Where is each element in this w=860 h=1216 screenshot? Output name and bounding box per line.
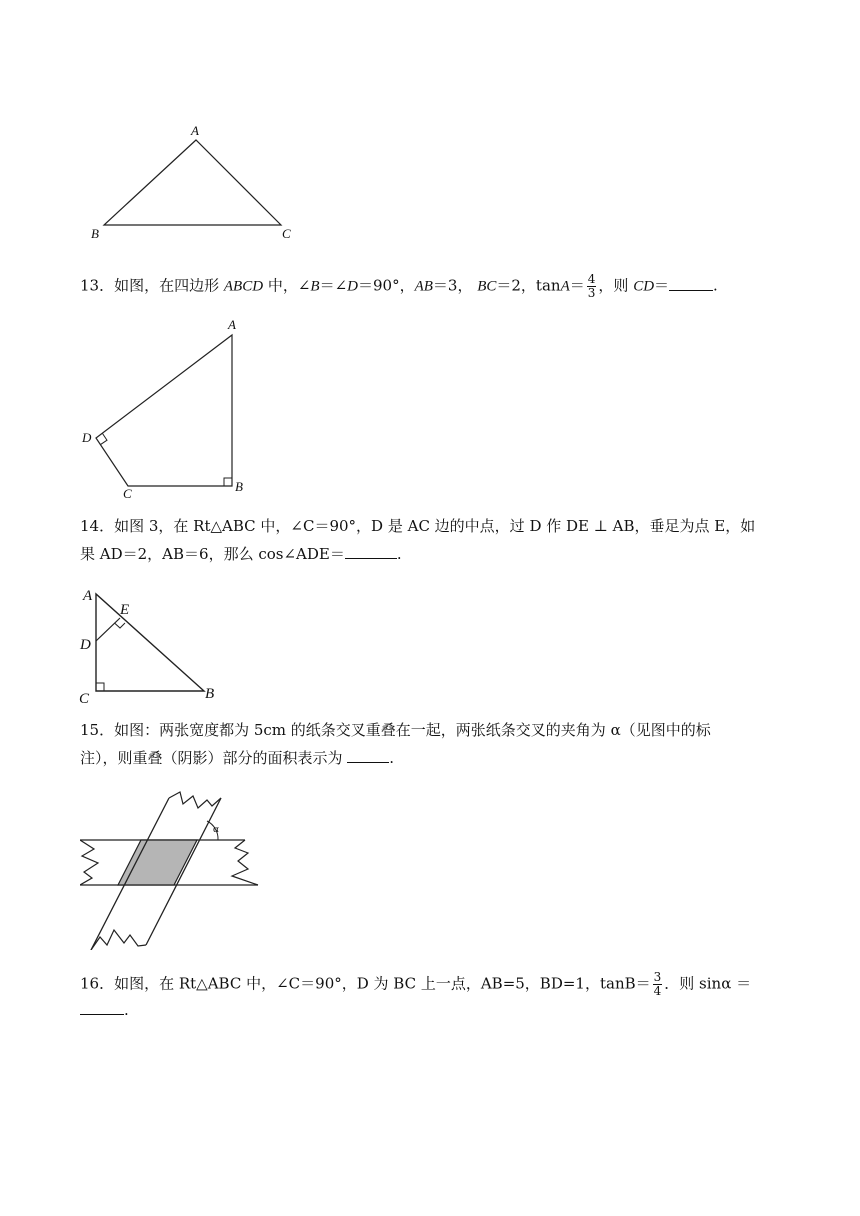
var: B xyxy=(310,278,320,295)
label-c: C xyxy=(79,691,90,707)
text: ＝ xyxy=(654,276,670,295)
denominator: 3 xyxy=(587,286,596,300)
text: 如图，在 Rt△ABC 中，∠C＝90°，D 为 BC 上一点，AB=5，BD=1，tanB＝ xyxy=(114,974,651,993)
overlap-shaded-region xyxy=(118,840,197,885)
fraction xyxy=(587,273,597,300)
horizontal-strip-left-torn-edge xyxy=(80,840,98,885)
label-a: A xyxy=(228,317,236,332)
right-angle-b xyxy=(224,478,232,486)
right-angle-c xyxy=(96,683,104,691)
label-c: C xyxy=(123,486,132,500)
paper-strips-figure-15 xyxy=(80,790,270,950)
fraction xyxy=(653,971,663,998)
label-a: A xyxy=(191,123,199,138)
var: BC xyxy=(477,278,497,295)
text: 果 AD＝2，AB＝6，那么 cos∠ADE＝ xyxy=(80,545,345,563)
label-d: D xyxy=(80,637,91,653)
question-15 xyxy=(80,718,790,770)
text: 如图：两张宽度都为 5cm 的纸条交叉重叠在一起，两张纸条交叉的夹角为 α（见图中的标 xyxy=(114,721,711,739)
text: 如图，在四边形 xyxy=(114,276,224,295)
right-angle-e xyxy=(115,623,126,628)
numerator: 3 xyxy=(653,970,662,984)
question-15-line-2 xyxy=(80,746,790,770)
label-alpha: α xyxy=(213,823,219,835)
var: CD xyxy=(633,278,655,295)
text: ＝90°， xyxy=(357,276,415,295)
label-e: E xyxy=(120,602,130,618)
question-15-line-1 xyxy=(80,718,790,742)
answer-blank[interactable] xyxy=(347,748,389,763)
text: ，则 xyxy=(598,276,634,295)
question-number: 15． xyxy=(80,721,115,739)
question-number: 14． xyxy=(80,517,115,535)
text: 中，∠ xyxy=(263,276,311,295)
right-angle-d xyxy=(101,434,108,445)
denominator: 4 xyxy=(653,984,662,998)
text: 注），则重叠（阴影）部分的面积表示为 xyxy=(80,749,348,767)
answer-blank[interactable] xyxy=(80,1000,124,1015)
question-14-line-1 xyxy=(80,514,790,538)
question-13 xyxy=(80,273,790,300)
segment-de xyxy=(96,618,120,641)
question-number: 16． xyxy=(80,974,115,993)
label-d: D xyxy=(82,430,92,445)
slanted-strip-top-torn-edge xyxy=(169,792,221,808)
question-14 xyxy=(80,514,790,566)
quadrilateral-figure-13 xyxy=(80,315,260,500)
triangle-figure-12 xyxy=(85,120,305,245)
label-b: B xyxy=(91,226,99,241)
text: ＝ xyxy=(569,276,585,295)
text: ＝3， xyxy=(432,276,478,295)
answer-blank[interactable] xyxy=(345,544,397,559)
text: . xyxy=(713,276,718,295)
text: ＝∠ xyxy=(319,276,348,295)
text: . xyxy=(396,545,402,563)
text: ＝2，tan xyxy=(496,276,561,295)
label-a: A xyxy=(83,588,93,604)
question-number: 13． xyxy=(80,276,115,295)
text: . xyxy=(124,1001,129,1019)
horizontal-strip-right-torn-edge xyxy=(232,840,258,885)
text: ．则 sinα ＝ xyxy=(664,974,752,993)
label-b: B xyxy=(235,479,243,494)
label-c: C xyxy=(282,226,291,241)
question-16 xyxy=(80,971,790,1022)
text: . xyxy=(389,749,395,767)
question-14-line-2 xyxy=(80,542,790,566)
label-b: B xyxy=(205,686,215,702)
numerator: 4 xyxy=(587,272,596,286)
var: AB xyxy=(414,278,433,295)
var: A xyxy=(560,278,570,295)
text: 如图 3，在 Rt△ABC 中，∠C＝90°，D 是 AC 边的中点，过 D 作 DE ⊥ AB，垂足为点 E，如 xyxy=(114,517,756,535)
quadrilateral-abcd xyxy=(96,335,232,486)
var: ABCD xyxy=(223,278,264,295)
triangle-abc xyxy=(96,594,204,691)
var: D xyxy=(347,278,358,295)
triangle-abc xyxy=(104,140,281,225)
answer-blank[interactable] xyxy=(669,276,713,291)
triangle-figure-14 xyxy=(76,582,226,707)
